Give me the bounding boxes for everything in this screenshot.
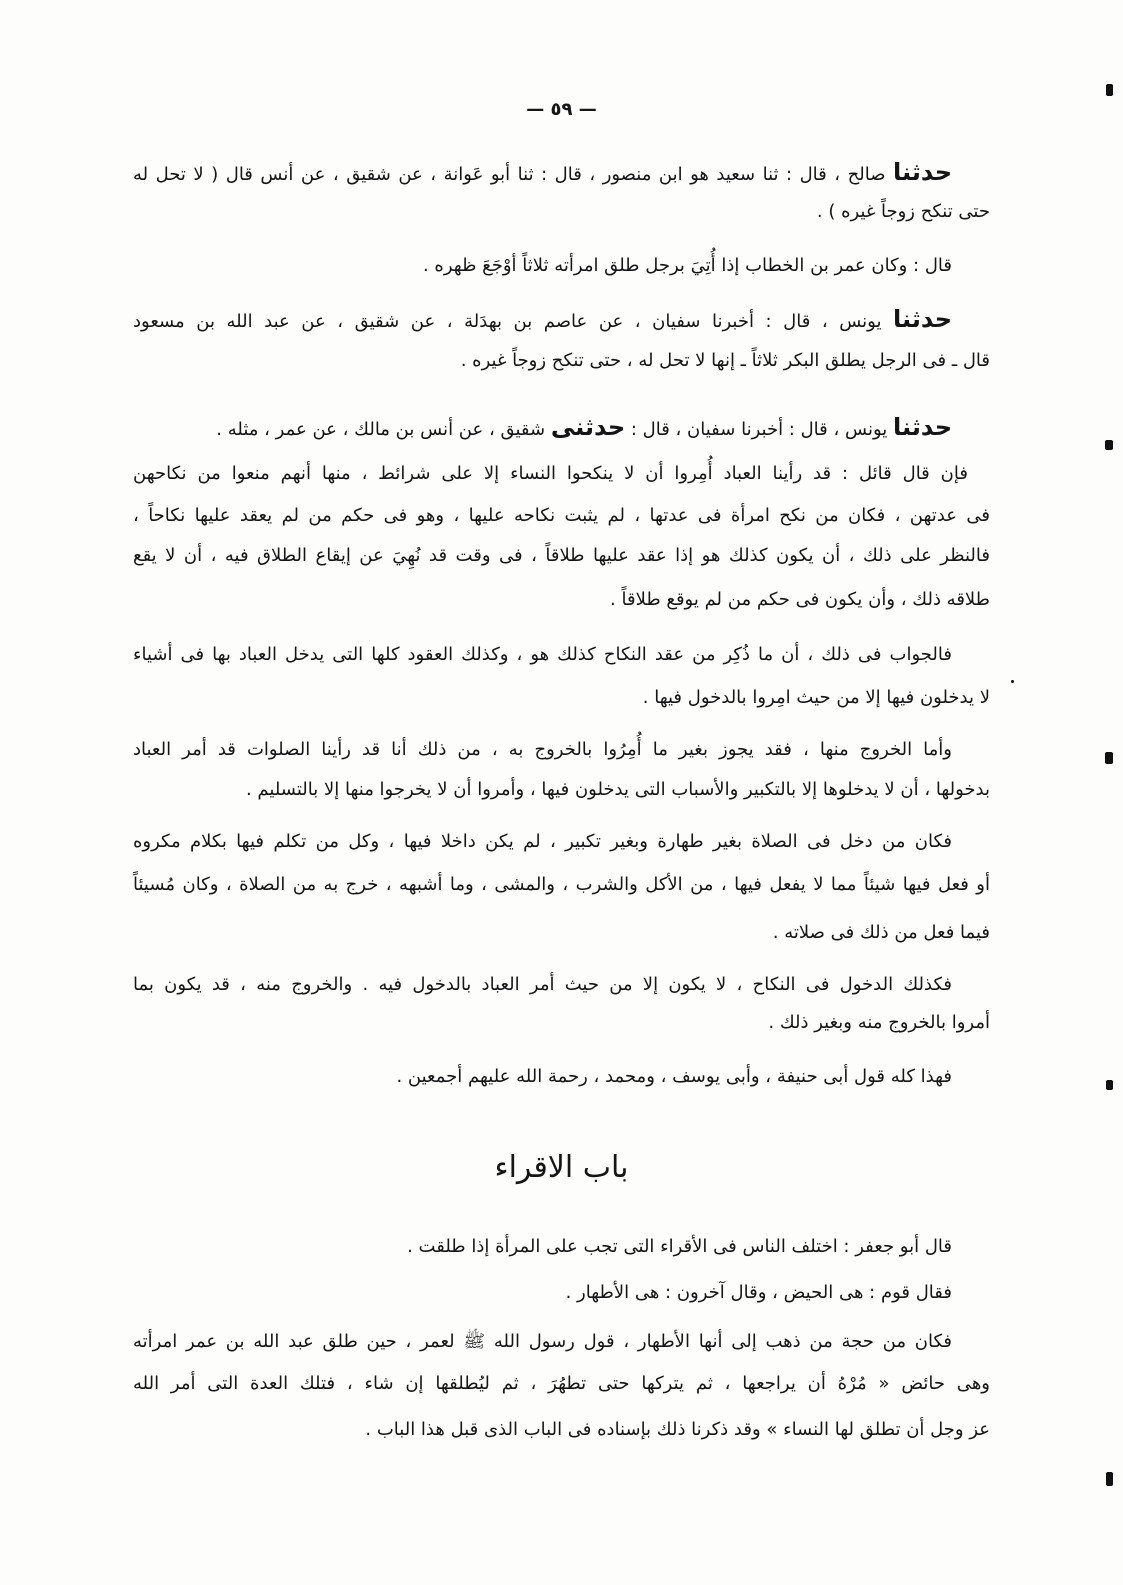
scan-mark [1105, 752, 1113, 764]
line-text: صالح ، قال : ثنا سعيد هو ابن منصور ، قال : ثنا أبو عَوانة ، عن شقيق ، عن أنس قال ( لا تحل له [133, 164, 886, 185]
text-line: قال أبو جعفر : اختلف الناس فى الأقراء التى تجب على المرأة إذا طلقت . [407, 1236, 952, 1257]
scan-mark [1105, 440, 1113, 450]
scan-mark [1106, 1080, 1113, 1090]
text-line: فكذلك الدخول فى النكاح ، لا يكون إلا من حيث أمر العباد بالدخول فيه . والخروج منه ، قد يكون بما [133, 974, 952, 995]
text-line: أمروا بالخروج منه وبغير ذلك . [768, 1012, 990, 1033]
text-line: فقال قوم : هى الحيض ، وقال آخرون : هى الأطهار . [565, 1282, 952, 1303]
text-line [133, 300, 990, 338]
text-line: فكان من دخل فى الصلاة بغير طهارة وبغير تكبير ، لم يكن داخلا فيها ، وكل من تكلم فيها بكلام مكروه [133, 831, 952, 852]
scan-speck [1011, 680, 1014, 683]
text-line: أو فعل فيها شيئاً مما لا يفعل فيها ، من الأكل والشرب ، والمشى ، وما أشبهه ، خرج به من الصلاة ، وكان مُسيئاً [133, 874, 990, 895]
text-line: وأما الخروج منها ، فقد يجوز بغير ما أُمِرُوا بالخروج به ، من ذلك أنا قد رأينا الصلوات قد أمر العباد [133, 739, 952, 760]
hadith-lead-word: حدثنا [893, 158, 953, 186]
text-line: بدخولها ، أن لا يدخلوها إلا بالتكبير والأسباب التى يدخلون فيها ، وأمروا أن لا يخرجوا منها إلا بالتسليم . [245, 779, 990, 800]
text-line: طلاقه ذلك ، وأن يكون فى حكم من لم يوقع طلاقاً . [610, 589, 990, 610]
text-line: فى عدتهن ، فكان من نكح امرأة فى عدتها ، لم يثبت نكاحه عليها ، وهو فى حكم من لم يعقد عليها نكاحاً ، [133, 505, 990, 526]
chapter-title: باب الاقراء [494, 1150, 629, 1185]
scan-mark [1106, 84, 1113, 96]
hadith-lead-word: حدثنا [893, 413, 952, 441]
text-line: فإن قال قائل : قد رأينا العباد أُمِروا أن لا ينكحوا النساء إلا على شرائط ، منها أنهم منعوا من نكاحهن [133, 463, 968, 484]
text-line: وهى حائض « مُرْهُ أن يراجعها ، ثم يتركها حتى تطهُرَ ، ثم ليُطلقها إن شاء ، فتلك العدة التى أمر الله [133, 1373, 990, 1394]
scan-mark [1106, 1472, 1113, 1486]
text-line: فيما فعل من ذلك فى صلاته . [772, 922, 990, 943]
text-line: فالنظر على ذلك ، أن يكون كذلك هو إذا عقد عليها طلاقاً ، فى وقت قد نُهِيَ عن إيقاع الطلاق فيه ، أن لا يقع [133, 545, 990, 566]
hadith-lead-word: حدثنا [893, 305, 952, 333]
text-line [133, 153, 990, 191]
line-text: يونس ، قال : أخبرنا سفيان ، قال : [630, 419, 888, 440]
text-line: حتى تنكح زوجاً غيره ) . [816, 201, 990, 222]
text-line: فهذا كله قول أبى حنيفة ، وأبى يوسف ، ومحمد ، رحمة الله عليهم أجمعين . [396, 1066, 952, 1087]
page-number: — ٥٩ — [526, 99, 597, 120]
line-text: يونس ، قال : أخبرنا سفيان ، عن عاصم بن بهدَلة ، عن شقيق ، عن عبد الله بن مسعود [133, 311, 882, 332]
text-line: فالجواب فى ذلك ، أن ما ذُكِر من عقد النكاح كذلك هو ، وكذلك العقود كلها التى يدخل العباد بها فى أشياء [133, 644, 952, 665]
text-line [133, 408, 990, 446]
text-line: قال ـ فى الرجل يطلق البكر ثلاثاً ـ إنها لا تحل له ، حتى تنكح زوجاً غيره . [460, 350, 990, 371]
hadith-lead-word: حدثنى [550, 413, 626, 441]
text-line: عز وجل أن تطلق لها النساء » وقد ذكرنا ذلك بإسناده فى الباب الذى قبل هذا الباب . [365, 1419, 990, 1440]
line-text: شقيق ، عن أنس بن مالك ، عن عمر ، مثله . [216, 419, 546, 440]
text-line: لا يدخلون فيها إلا من حيث امِروا بالدخول فيها . [642, 687, 990, 708]
text-line: فكان من حجة من ذهب إلى أنها الأطهار ، قول رسول الله ﷺ لعمر ، حين طلق عبد الله بن عمر امرأته [133, 1331, 952, 1352]
text-line: قال : وكان عمر بن الخطاب إذا أُتِيَ برجل طلق امرأته ثلاثاً أوْجَعَ ظهره . [422, 255, 952, 276]
